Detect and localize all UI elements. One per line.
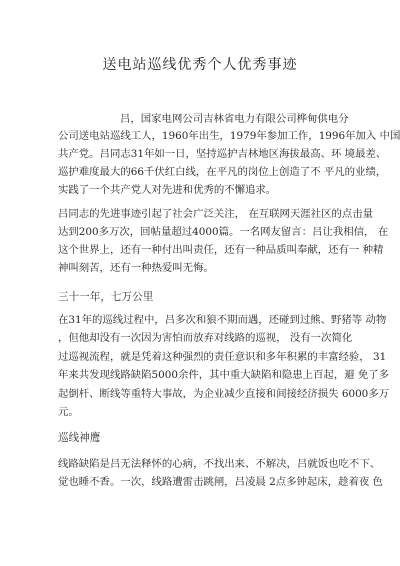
paragraph-3-line-6: 元。 — [58, 406, 79, 418]
section-heading-eagle: 巡线神鹰 — [58, 432, 101, 444]
paragraph-2-line-2: 达到200多万次，回帖量超过4000篇。一名网友留言：吕让我相信， 在 — [58, 226, 389, 238]
paragraph-3-line-2: ，但他却没有一次因为害怕而放弃对线路的巡视， 没有一次简化 — [58, 332, 353, 344]
section-heading-distance: 三十一年，七万公里 — [58, 291, 154, 303]
paragraph-3-line-1: 在31年的巡线过程中，吕多次和狼不期而遇，还碰到过熊、野猪等 动物 — [58, 314, 387, 326]
paragraph-1-line-1: 吕，国家电网公司吉林省电力有限公司桦甸供电分 — [120, 113, 349, 125]
paragraph-3-line-3: 过巡视流程，就是凭着这种强烈的责任意识和多年积累的丰富经验， 31 — [58, 351, 387, 363]
paragraph-2-line-1: 吕同志的先进事迹引起了社会广泛关注， 在互联网天涯社区的点击量 — [58, 208, 374, 220]
paragraph-1-line-5: 实践了一个共产党人对先进和优秀的不懈追求。 — [58, 184, 277, 196]
paragraph-4-line-1: 线路缺陷是吕无法释怀的心病，不找出来、不解决，吕就饭也吃不下、 — [58, 458, 381, 470]
paragraph-3-line-5: 起倒杆、断线等重特大事故，为企业减少直接和间接经济损失 6000多万 — [58, 388, 390, 400]
paragraph-1-line-3: 共产党。吕同志31年如一日，坚持巡护吉林地区海拔最高、环 境最差、 — [58, 148, 387, 160]
paragraph-4-line-2: 觉也睡不香。一次，线路遭雷击跳闸，吕凌晨 2点多钟起床，趁着夜 色 — [58, 476, 383, 488]
document-title: 送电站巡线优秀个人优秀事迹 — [102, 57, 298, 73]
paragraph-1-line-2: 公司送电站巡线工人，1960年出生，1979年参加工作，1996年加入 中国 — [58, 130, 400, 142]
paragraph-3-line-4: 年来共发现线路缺陷5000余件，其中重大缺陷和隐患上百起，避 免了多 — [58, 369, 390, 381]
paragraph-1-line-4: 巡护难度最大的66千伏红白线，在平凡的岗位上创造了不 平凡的业绩， — [58, 166, 387, 178]
paragraph-2-line-3: 这个世界上，还有一种付出叫责任，还有一种品质叫奉献，还有一 种精 — [58, 244, 384, 256]
paragraph-2-line-4: 神叫刻苦，还有一种热爱叫无悔。 — [58, 262, 214, 274]
